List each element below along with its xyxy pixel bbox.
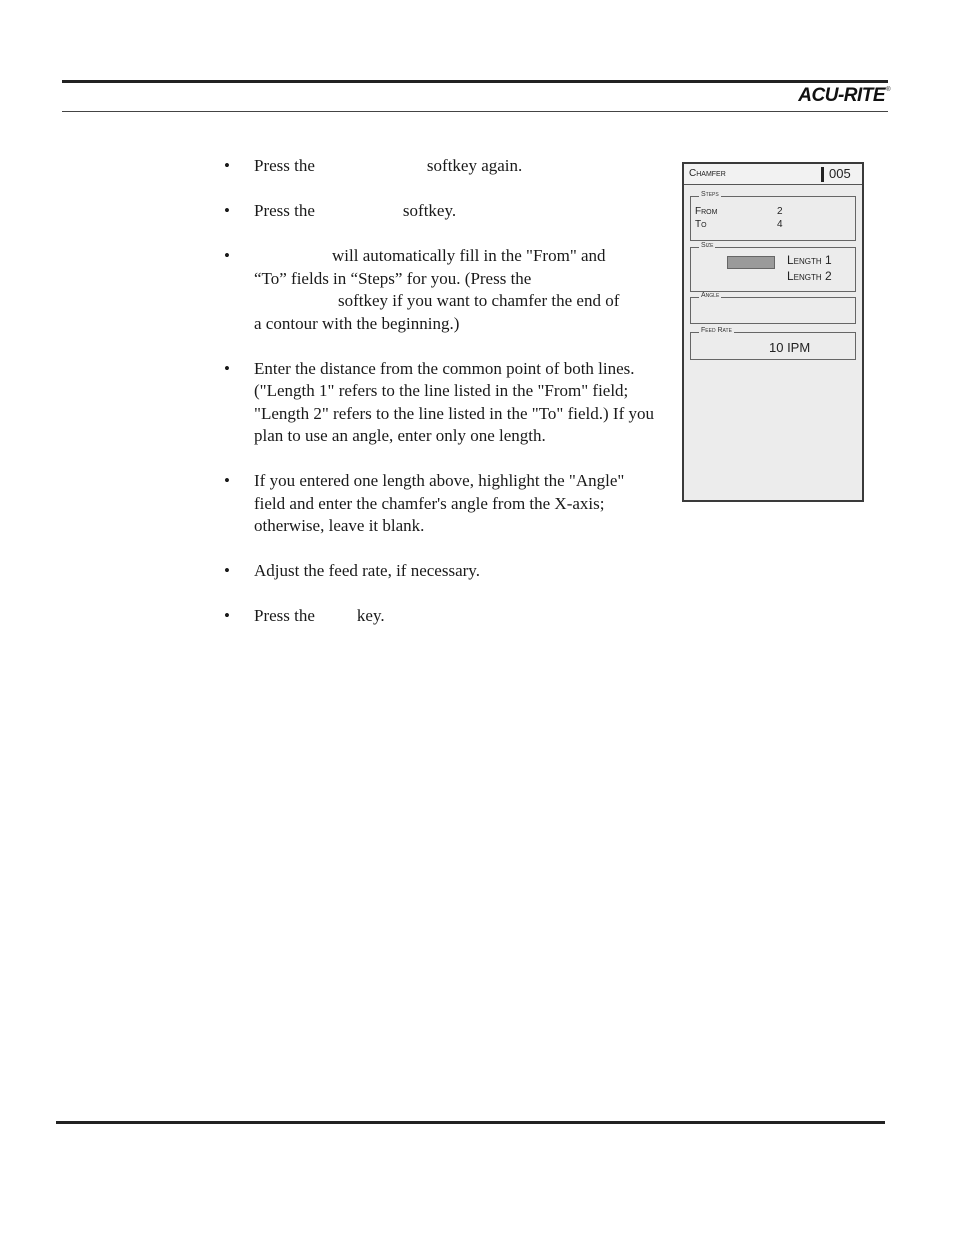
feed-rate-group[interactable] [690,327,856,360]
bullet-icon: • [224,201,230,220]
instruction-list [224,155,656,650]
screen-header [684,164,862,185]
step-7-before: Press the [254,606,315,625]
step-3-line4: a contour with the beginning.) [254,313,460,333]
step-4-text: Enter the distance from the common point of both lines. ("Length 1" refers to the line listed in the "From" field; "Length 2" refers to the line listed in the "To" field.) If you plan to use an angle, enter only one length. [254,358,654,445]
length-input-highlighted[interactable] [727,256,775,269]
step-3-line2: “To” fields in “Steps” for you. (Press the [254,268,532,288]
step-1-after: softkey again. [426,156,523,175]
logo-text: ACU-RITE [798,85,886,106]
step-3-line3: softkey if you want to chamfer the end of [338,291,620,310]
feed-rate-label: Feed Rate [701,327,732,334]
step-3 [224,245,656,335]
header-rule-thick [62,80,888,83]
from-value[interactable]: 2 [777,206,783,217]
bullet-icon: • [224,606,230,625]
to-value[interactable]: 4 [777,219,783,230]
from-label: From [695,206,718,217]
step-6 [224,560,656,583]
bullet-icon: • [224,471,230,490]
bullet-icon: • [224,358,230,378]
header-rule-thin [62,111,888,112]
screen-title: Chamfer [689,168,726,179]
step-5-text: If you entered one length above, highlight the "Angle" field and enter the chamfer's angle from the X-axis; otherwise, leave it blank. [254,471,625,535]
length-2-label: Length 2 [787,269,832,283]
angle-group[interactable] [690,292,856,324]
step-3-line1: will automatically fill in the "From" and [332,246,606,265]
size-group [690,242,856,292]
bullet-icon: • [224,561,230,580]
step-2-after: softkey. [402,201,457,220]
step-2 [224,200,656,223]
step-7 [224,605,656,628]
step-6-text: Adjust the feed rate, if necessary. [254,561,480,580]
step-7-after: key. [356,606,385,625]
step-4 [224,358,656,448]
angle-group-label: Angle [701,292,720,299]
footer-rule [56,1121,885,1124]
registered-mark: ® [886,87,890,93]
steps-group-label: Steps [701,191,719,198]
step-5 [224,470,656,538]
step-2-before: Press the [254,201,315,220]
length-1-label: Length 1 [787,253,832,267]
size-group-label: Size [701,242,714,249]
feed-rate-value: 10 IPM [769,340,811,355]
acu-rite-logo [700,85,890,107]
to-label: To [695,219,707,230]
step-1-before: Press the [254,156,315,175]
step-number: 005 [829,166,851,181]
chamfer-screen [682,162,864,502]
bullet-icon: • [224,246,230,265]
steps-group [690,191,856,241]
bullet-icon: • [224,156,230,175]
step-1 [224,155,656,178]
screen-divider [821,167,824,182]
